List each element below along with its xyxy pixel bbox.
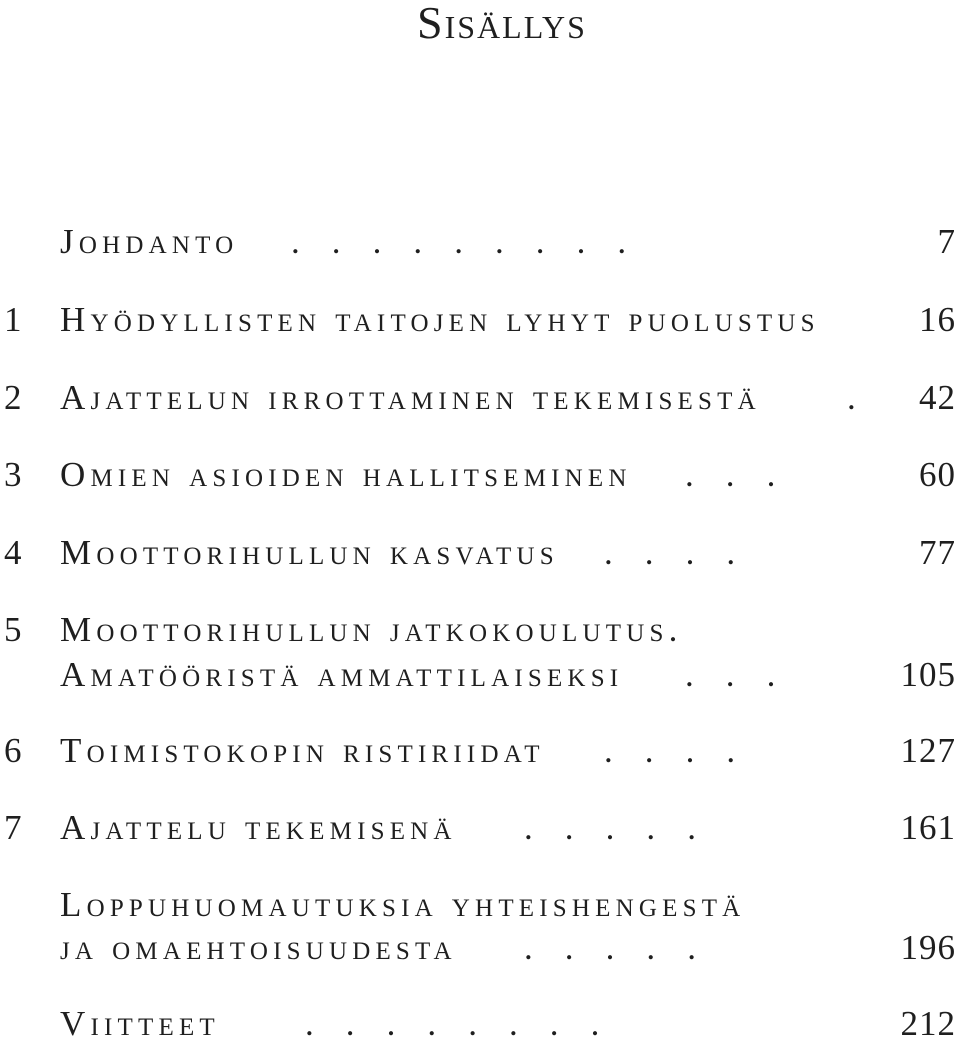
chapter-number: 7 (4, 808, 22, 847)
chapter-title: Toimistokopin ristiriidat (60, 731, 545, 770)
page-number: 212 (900, 1004, 956, 1043)
title-text: Sisällys (417, 0, 587, 48)
chapter-number: 2 (4, 378, 22, 417)
toc-entry-final-remarks[interactable] (0, 885, 960, 925)
dot-leader: . . . . (604, 533, 736, 572)
toc-entry-chapter-3[interactable] (0, 455, 960, 495)
chapter-title: Johdanto (60, 222, 239, 261)
chapter-title: Ajattelun irrottaminen tekemisestä (60, 378, 761, 417)
chapter-title: Viitteet (60, 1004, 220, 1043)
chapter-title: Hyödyllisten taitojen lyhyt puolustus (60, 300, 820, 339)
dot-leader: . . . . . . . . (305, 1004, 600, 1043)
dot-leader: . . . . . . . . . (291, 222, 627, 261)
toc-entry-introduction[interactable] (0, 222, 960, 262)
page-number: 42 (919, 378, 956, 417)
toc-entry-chapter-4[interactable] (0, 533, 960, 573)
dot-leader: . . . (685, 655, 776, 694)
chapter-title: Moottorihullun jatkokoulutus. (60, 610, 683, 649)
dot-leader: . . . . . (524, 808, 696, 847)
dot-leader: . . . (685, 455, 776, 494)
page-number: 77 (919, 533, 956, 572)
chapter-title: ja omaehtoisuudesta (60, 928, 457, 967)
page-number: 161 (900, 808, 956, 847)
chapter-number: 3 (4, 455, 22, 494)
dot-leader: . (847, 378, 856, 417)
toc-entry-chapter-5-continued[interactable] (0, 655, 960, 695)
chapter-number: 5 (4, 610, 22, 649)
chapter-number: 6 (4, 731, 22, 770)
page-number: 127 (900, 731, 956, 770)
page-title (0, 0, 960, 46)
chapter-title: Moottorihullun kasvatus (60, 533, 559, 572)
chapter-title: Loppuhuomautuksia yhteishengestä (60, 885, 746, 924)
chapter-number: 1 (4, 300, 22, 339)
toc-entry-chapter-2[interactable] (0, 378, 960, 418)
toc-entry-chapter-1[interactable] (0, 300, 960, 340)
chapter-number: 4 (4, 533, 22, 572)
chapter-title: Omien asioiden hallitseminen (60, 455, 632, 494)
page-number: 105 (900, 655, 956, 694)
chapter-title: Amatööristä ammattilaiseksi (60, 655, 624, 694)
page-number: 196 (900, 928, 956, 967)
toc-entry-chapter-7[interactable] (0, 808, 960, 848)
dot-leader: . . . . . (524, 928, 696, 967)
page-number: 7 (937, 222, 956, 261)
toc-entry-chapter-6[interactable] (0, 731, 960, 771)
toc-entry-chapter-5[interactable] (0, 610, 960, 650)
chapter-title: Ajattelu tekemisenä (60, 808, 457, 847)
toc-entry-references[interactable] (0, 1004, 960, 1044)
dot-leader: . . . . (604, 731, 736, 770)
page-number: 60 (919, 455, 956, 494)
toc-entry-final-remarks-continued[interactable] (0, 928, 960, 968)
page-number: 16 (919, 300, 956, 339)
